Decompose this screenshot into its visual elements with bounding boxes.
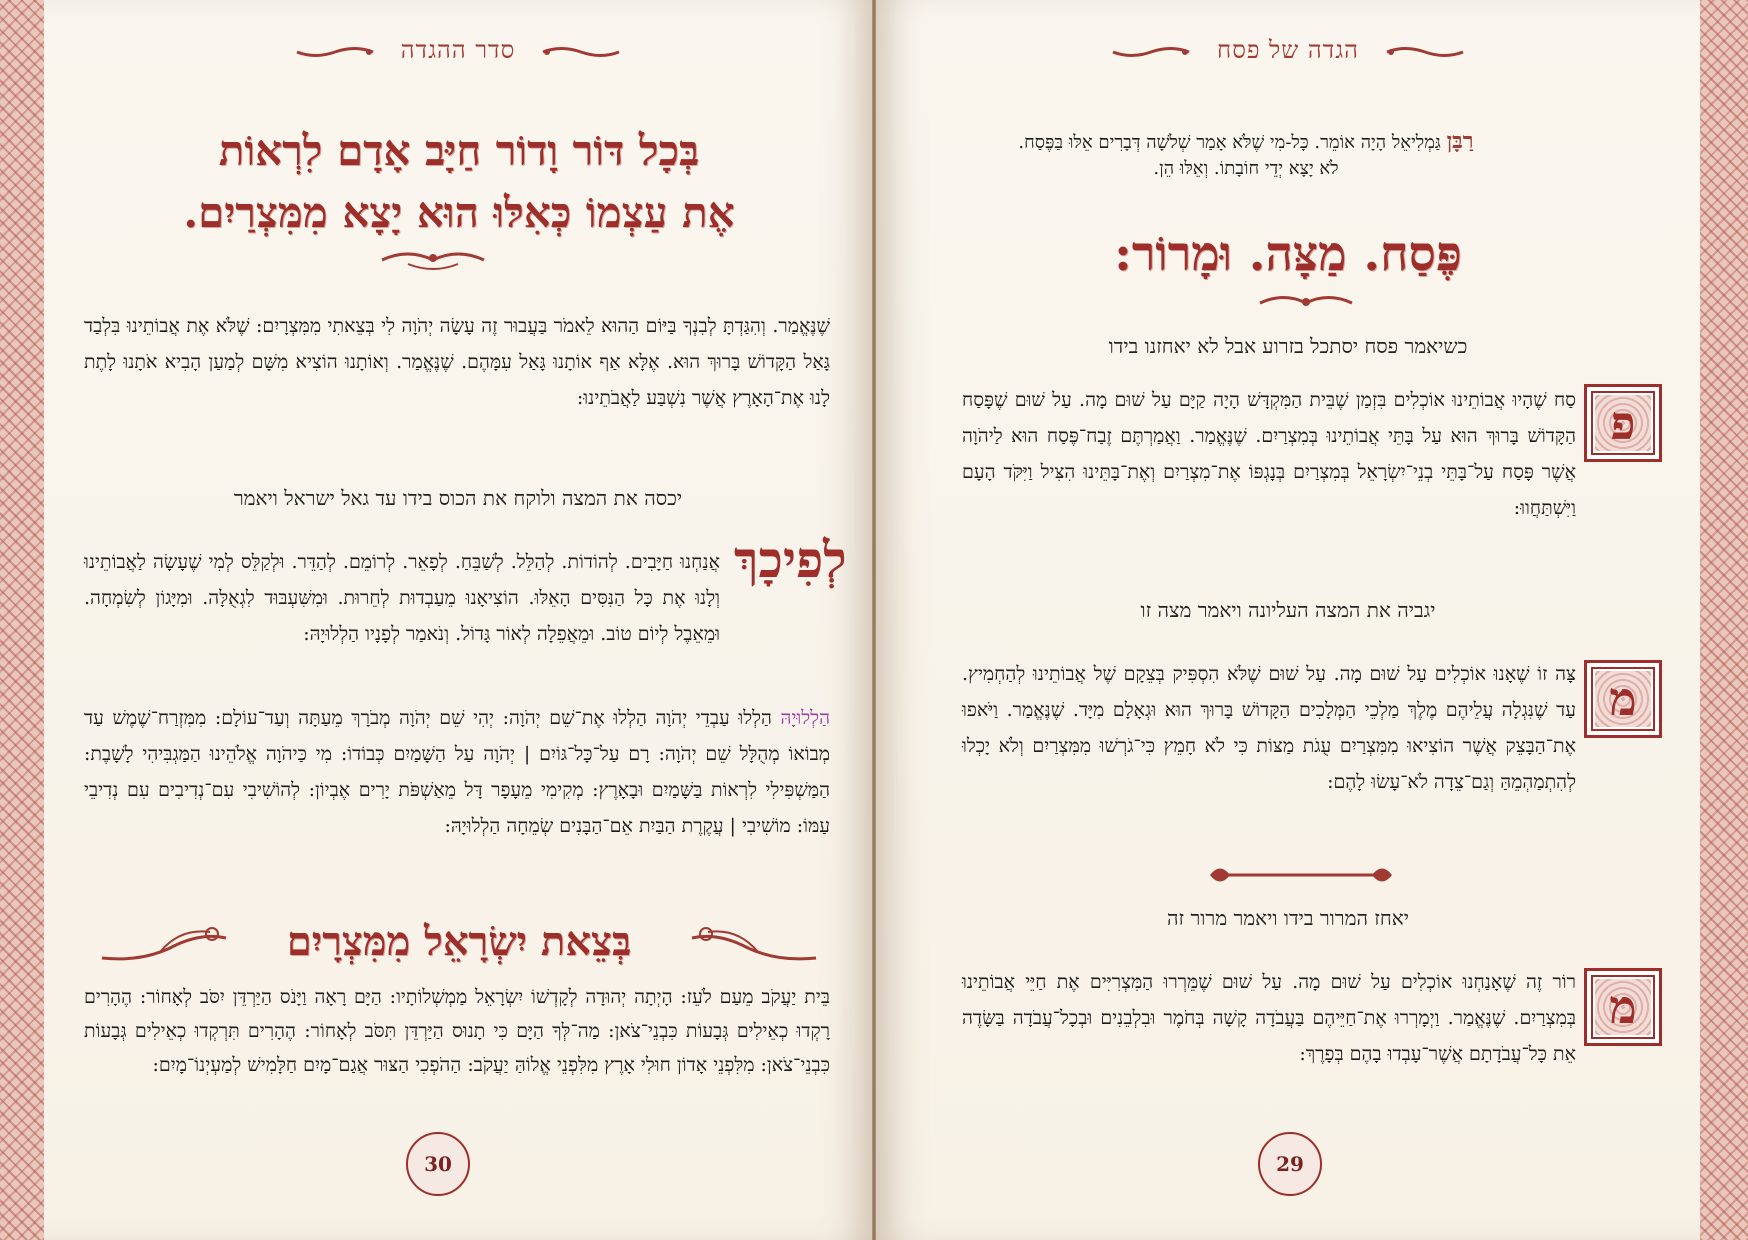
page-number-29: 29: [1258, 1132, 1322, 1196]
left-ornamental-border: [0, 0, 44, 1240]
dropcap-letter: פ: [1595, 395, 1651, 451]
left-header-title: סדר ההגדה: [400, 36, 516, 64]
dropcap-mem: [1584, 660, 1662, 738]
paragraph-pesach: סַח שֶׁהָיוּ אֲבוֹתֵינוּ אוֹכְלִים בִּזְמַן שֶׁבֵּית הַמִּקְדָּשׁ הָיָה קַיָּם עַל שׁוּם מָה. עַל שׁוּם שֶׁפָּסַח הַקָּדוֹשׁ בָּרוּךְ הוּא עַל בָּתֵּי אֲבוֹתֵינוּ בְּמִצְרַיִם. שֶׁנֶּאֱמַר. וַאֲמַרְתֶּם זֶבַח־פֶּסַח הוּא לַיהֹוָה אֲשֶׁר פָּסַח עַל־בָּתֵּי בְנֵי־יִשְׂרָאֵל בְּמִצְרַיִם בְּנָגְפּוֹ אֶת־מִצְרַיִם וְאֶת־בָּתֵּינוּ הִצִּיל וַיִּקֹּד הָעָם וַיִּשְׁתַּחֲווּ:: [962, 389, 1576, 519]
subtitle-betzet-israel: בְּצֵאת יִשְׂרָאֵל מִמִּצְרָיִם: [286, 918, 632, 965]
dropcap-pe: [1584, 384, 1662, 462]
hallelujah-word: הַלְלוּיָהּ: [780, 707, 830, 729]
header-flourish-icon: [541, 45, 621, 59]
left-page-header: [44, 36, 872, 65]
instruction-look-at-bone: כשיאמר פסח יסתכל בזרוע אבל לא יאחזנו בידו: [1108, 334, 1468, 358]
title-line: בְּכָל דּוֹר וָדוֹר חַיָּב אָדָם לִרְאוֹת: [218, 126, 700, 175]
title-line: אֶת עַצְמוֹ כְּאִלּוּ הוּא יָצָא מִמִּצְרַיִם.: [183, 188, 735, 237]
subtitle-flourish-left-icon: [100, 918, 230, 968]
right-page-header: [876, 36, 1700, 65]
left-page: [44, 0, 872, 1240]
instruction-raise-matzah: יגביה את המצה העליונה ויאמר מצה זו: [1140, 598, 1436, 622]
instruction-hold-maror: יאחז המרור בידו ויאמר מרור זה: [1167, 906, 1409, 930]
right-page: [876, 0, 1700, 1240]
paragraph-beit-yaakov: בֵּית יַעֲקֹב מֵעַם לֹעֵז: הָיְתָה יְהוּדָה לְקָדְשׁוֹ יִשְׂרָאֵל מַמְשְׁלוֹתָיו: הַיָּם רָאָה וַיָּנֹס הַיַּרְדֵּן יִסֹּב לְאָחוֹר: הֶהָרִים רָקְדוּ כְאֵילִים גְּבָעוֹת כִּבְנֵי־צֹאן: מַה־לְּךָ הַיָּם כִּי תָנוּס הַיַּרְדֵּן תִּסֹּב לְאָחוֹר: הֶהָרִים תִּרְקְדוּ כְאֵילִים גְּבָעוֹת כִּבְנֵי־צֹאן: מִלִּפְנֵי אָדוֹן חוּלִי אָרֶץ מִלִּפְנֵי אֱלוֹהַּ יַעֲקֹב: הַהֹפְכִי הַצּוּר אֲגַם־מָיִם חַלָּמִישׁ לְמַעְיְנוֹ־מָיִם:: [84, 986, 830, 1076]
subtitle-flourish-right-icon: [688, 918, 818, 968]
divider-arrow-flourish-icon: [1206, 860, 1396, 890]
right-header-title: הגדה של פסח: [1217, 36, 1359, 64]
paragraph-lefikhakh: אֲנַחְנוּ חַיָּבִים. לְהוֹדוֹת. לְהַלֵּל. לְשַׁבֵּחַ. לְפָאֵר. לְרוֹמֵם. לְהַדֵּר. וּלְקַלֵּס לְמִי שֶׁעָשָׂה לַאֲבוֹתֵינוּ וְלָנוּ אֶת כָּל הַנִּסִּים הָאֵלּוּ. הוֹצִיאָנוּ מֵעַבְדוּת לְחֵרוּת. וּמִשִּׁעְבּוּד לִגְאֻלָּה. וּמִיָּגוֹן לְשִׂמְחָה. וּמֵאֵבֶל לְיוֹם טוֹב. וּמֵאֲפֵלָה לְאוֹר גָּדוֹל. וְנֹאמַר לְפָנָיו הַלְלוּיָהּ:: [84, 551, 720, 645]
paragraph-shenemar: שֶׁנֶּאֱמַר. וְהִגַּדְתָּ לְבִנְךָ בַּיּוֹם הַהוּא לֵאמֹר בַּעֲבוּר זֶה עָשָׂה יְהֹוָה לִי בְּצֵאתִי מִמִּצְרָיִם: שֶׁלֹּא אֶת אֲבוֹתֵינוּ בִּלְבַד גָּאַל הַקָּדוֹשׁ בָּרוּךְ הוּא. אֶלָּא אַף אוֹתָנוּ גָּאַל עִמָּהֶם. שֶׁנֶּאֱמַר. וְאוֹתָנוּ הוֹצִיא מִשָּׁם לְמַעַן הָבִיא אֹתָנוּ לָתֶת לָנוּ אֶת־הָאָרֶץ אֲשֶׁר נִשְׁבַּע לַאֲבֹתֵינוּ:: [84, 315, 830, 409]
divider-flourish-icon: [1256, 290, 1356, 316]
dropcap-mem-maror: [1584, 968, 1662, 1046]
hallelujah-text: הַלְלוּ עַבְדֵי יְהֹוָה הַלְלוּ אֶת־שֵׁם יְהֹוָה: יְהִי שֵׁם יְהֹוָה מְבֹרָךְ מֵעַתָּה וְעַד־עוֹלָם: מִמִּזְרַח־שֶׁמֶשׁ עַד מְבוֹאוֹ מְהֻלָּל שֵׁם יְהֹוָה: רָם עַל־כָּל־גּוֹיִם | יְהֹוָה עַל הַשָּׁמַיִם כְּבוֹדוֹ: מִי כַּיהֹוָה אֱלֹהֵינוּ הַמַּגְבִּיהִי לָשָׁבֶת: הַמַּשְׁפִּילִי לִרְאוֹת בַּשָּׁמַיִם וּבָאָרֶץ: מְקִימִי מֵעָפָר דָּל מֵאַשְׁפֹּת יָרִים אֶבְיוֹן: לְהוֹשִׁיבִי עִם־נְדִיבִים עִם נְדִיבֵי עַמּוֹ: מוֹשִׁיבִי | עֲקֶרֶת הַבַּיִת אֵם־הַבָּנִים שְׂמֵחָה הַלְלוּיָהּ:: [84, 707, 830, 837]
right-page-title: פֶּסַח. מַצָּה. וּמָרוֹר:: [1114, 226, 1462, 282]
header-flourish-icon: [295, 45, 375, 59]
left-page-title: [74, 120, 844, 244]
divider-flourish-icon: [378, 246, 488, 274]
right-ornamental-border: [1700, 0, 1748, 1240]
paragraph-maror: רוֹר זֶה שֶׁאָנַחְנוּ אוֹכְלִים עַל שׁוּם מָה. עַל שׁוּם שֶׁמֵּרְרוּ הַמִּצְרִיִּים אֶת חַיֵּי אֲבוֹתֵינוּ בְּמִצְרַיִם. שֶׁנֶּאֱמַר. וַיְמָרְרוּ אֶת־חַיֵּיהֶם בַּעֲבֹדָה קָשָׁה בְּחֹמֶר וּבִלְבֵנִים וּבְכָל־עֲבֹדָה בַּשָּׂדֶה אֵת כָּל־עֲבֹדָתָם אֲשֶׁר־עָבְדוּ בָהֶם בְּפָרֶךְ:: [962, 971, 1576, 1065]
header-flourish-icon: [1385, 45, 1465, 59]
paragraph-rabban-gamliel: [1016, 128, 1476, 182]
paragraph-matzah: צָּה זוֹ שֶׁאָנוּ אוֹכְלִים עַל שׁוּם מָה. עַל שׁוּם שֶׁלֹּא הִסְפִּיק בְּצֵקָם שֶׁל אֲבוֹתֵינוּ לְהַחְמִיץ. עַד שֶׁנִּגְלָה עֲלֵיהֶם מֶלֶךְ מַלְכֵי הַמְּלָכִים הַקָּדוֹשׁ בָּרוּךְ הוּא וּגְאָלָם מִיָּד. שֶׁנֶּאֱמַר. וַיֹּאפוּ אֶת־הַבָּצֵק אֲשֶׁר הוֹצִיאוּ מִמִּצְרַיִם עֻגֹת מַצּוֹת כִּי לֹא חָמֵץ כִּי־גֹרְשׁוּ מִמִּצְרַיִם וְלֹא יָכְלוּ לְהִתְמַהְמֵהַּ וְגַם־צֵדָה לֹא־עָשׂוּ לָהֶם:: [962, 663, 1576, 793]
rabban-text: גַּמְלִיאֵל הָיָה אוֹמֵר. כָּל-מִי שֶׁלֹּא אָמַר שְׁלֹשָׁה דְּבָרִים אֵלּוּ בַּפֶּסַח. לֹא יָצָא יְדֵי חוֹבָתוֹ. וְאֵלּוּ הֵן.: [1018, 132, 1441, 179]
page-number-30: 30: [406, 1132, 470, 1196]
dropcap-letter: מ: [1595, 979, 1651, 1035]
rabban-word: רַבָּן: [1446, 128, 1474, 154]
instruction-cover-matzah: יכסה את המצה ולוקח את הכוס בידו עד גאל ישראל ויאמר: [233, 486, 683, 510]
header-flourish-icon: [1111, 45, 1191, 59]
paragraph-hallelujah: [84, 700, 830, 844]
dropcap-letter: מ: [1595, 671, 1651, 727]
lefikhakh-heading: לְפִיכָךְ: [734, 530, 847, 589]
